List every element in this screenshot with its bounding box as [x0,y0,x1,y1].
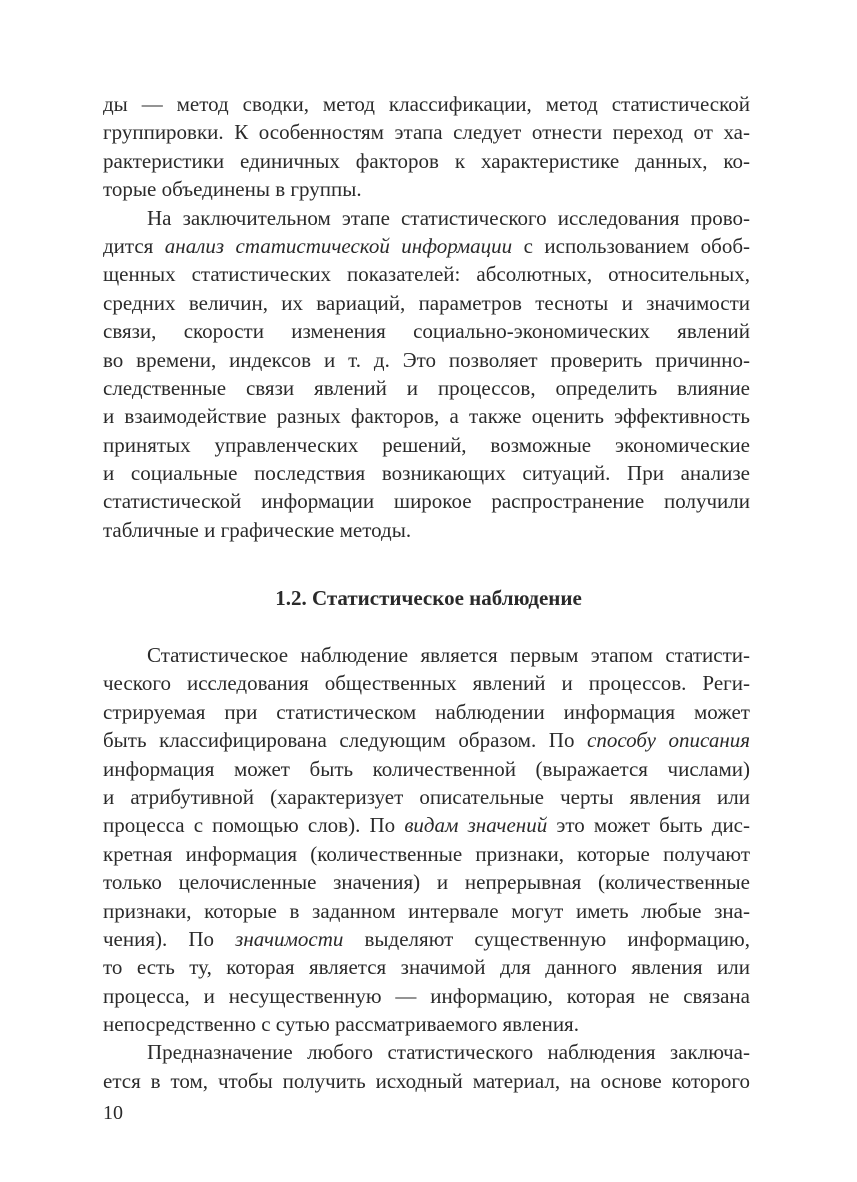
text-line [103,726,750,754]
text-segment: ды — метод сводки, метод классификации, метод статистической [103,92,750,116]
text-segment: связи, скорости изменения социально-экономических явлений [103,319,750,344]
text-segment: то есть ту, которая является значимой для данного явления или [103,955,750,980]
text-segment: На заключительном этапе статистического исследования прово- [147,205,750,230]
text-line [103,346,750,374]
text-segment: дится [103,233,165,258]
text-line [103,1038,750,1066]
text-segment: только целочисленные значения) и непрерывная (количественные [103,870,750,895]
text-segment: кретная информация (количественные признаки, которые получают [103,841,750,866]
text-line [103,459,750,487]
text-line [103,118,750,146]
text-segment: стрируемая при статистическом наблюдении информация может [103,699,750,724]
text-segment: процесса с помощью слов). По [103,813,405,838]
text-line [103,1010,750,1038]
italic-term: способу описания [587,728,751,753]
text-segment: во времени, индексов и т. д. Это позволяет проверить причинно- [103,347,750,372]
text-line [103,925,750,953]
text-segment: чения). По [103,926,236,951]
text-segment: выделяют существенную информацию, [343,926,750,951]
text-block-2 [103,641,750,1095]
text-segment: с использованием обоб- [512,233,750,258]
text-line [103,232,750,260]
text-segment: торые объединены в группы. [103,177,362,202]
text-line [103,90,750,118]
text-line [103,1067,750,1095]
text-segment: и взаимодействие разных факторов, а также оценить эффективность [103,404,750,429]
text-line [103,175,750,203]
text-block-1 [103,90,750,544]
text-line [103,289,750,317]
text-segment: принятых управленческих решений, возможные экономические [103,432,750,457]
italic-term: анализ статистической информации [164,233,513,258]
text-line [103,982,750,1010]
text-line [103,260,750,288]
text-line [103,755,750,783]
text-line [103,147,750,175]
text-segment: ется в том, чтобы получить исходный материал, на основе которого [103,1068,750,1093]
text-segment: табличные и графические методы. [103,517,412,542]
text-segment: рактеристики единичных факторов к характеристике данных, ко- [103,148,750,173]
text-segment: средних величин, их вариаций, параметров тесноты и значимости [103,290,750,315]
text-segment: следственные связи явлений и процессов, определить влияние [103,375,750,400]
text-segment: быть классифицирована следующим образом. По [103,728,588,753]
text-segment: непосредственно с сутью рассматриваемого явления. [103,1012,579,1037]
text-line [103,698,750,726]
text-line [103,317,750,345]
text-segment: информация может быть количественной (выражается числами) [103,756,750,781]
text-line [103,868,750,896]
text-segment: и социальные последствия возникающих ситуаций. При анализе [103,461,750,486]
italic-term: значимости [235,926,344,951]
text-line [103,431,750,459]
text-line [103,897,750,925]
text-line [103,953,750,981]
page-number: 10 [103,1102,123,1124]
text-line [103,669,750,697]
italic-term: видам значений [404,813,548,838]
text-line [103,811,750,839]
text-line [103,402,750,430]
text-segment: процесса, и несущественную — информацию, которая не связана [103,983,750,1008]
text-segment: Статистическое наблюдение является первым этапом статисти- [147,643,750,667]
text-segment: ческого исследования общественных явлений и процессов. Реги- [103,671,750,696]
text-segment: группировки. К особенностям этапа следует отнести переход от ха- [103,120,750,145]
text-line [103,641,750,669]
text-segment: статистической информации широкое распространение получили [103,489,750,514]
text-line [103,783,750,811]
text-line [103,374,750,402]
text-segment: признаки, которые в заданном интервале могут иметь любые зна- [103,898,750,923]
text-line [103,516,750,544]
text-line [103,840,750,868]
text-line [103,487,750,515]
text-segment: это может быть дис- [547,813,750,838]
section-heading: 1.2. Статистическое наблюдение [275,586,582,610]
text-segment: щенных статистических показателей: абсолютных, относительных, [103,262,750,287]
text-line [103,204,750,232]
text-segment: и атрибутивной (характеризует описательные черты явления или [103,784,750,809]
text-segment: Предназначение любого статистического наблюдения заключа- [147,1040,750,1065]
